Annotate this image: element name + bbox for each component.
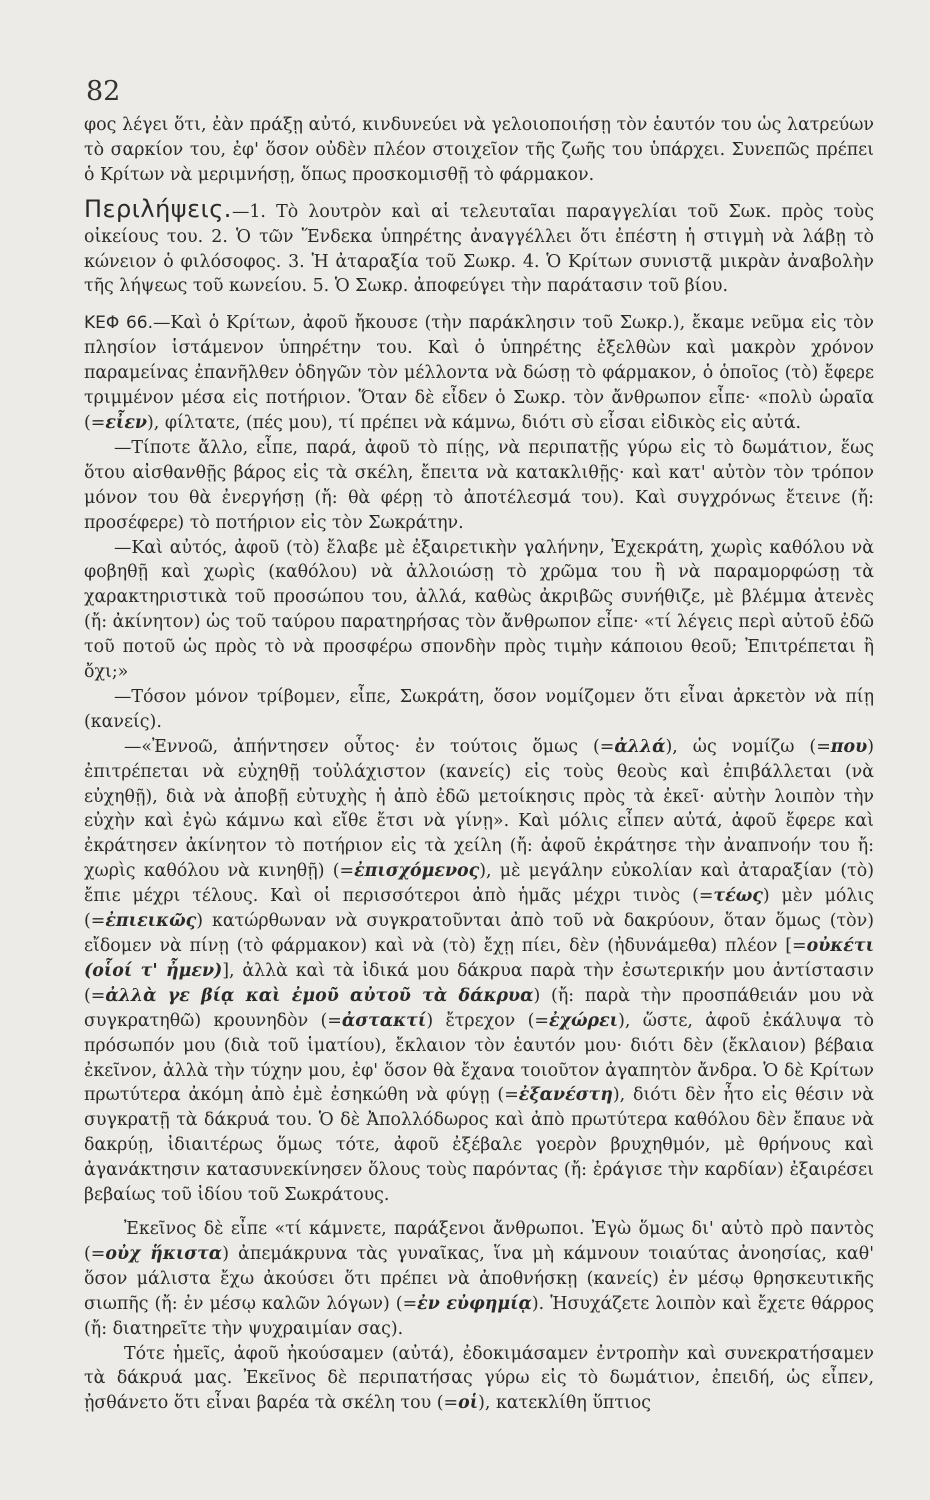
gloss: ἀστακτί	[341, 1010, 427, 1031]
dialogue-paragraph-7	[84, 1342, 874, 1417]
gloss: ἀλλὰ γε βίᾳ καὶ ἐμοῦ αὐτοῦ τὰ δάκρυα	[105, 985, 534, 1006]
gloss: οἱ	[458, 1393, 479, 1414]
text-segment: ) ἐπιτρέπεται νὰ εὐχηθῇ τοὐλάχιστον (κανείς) εἰς τοὺς θεοὺς καὶ ἐπιβάλλεται (νὰ εὐχηθῇ), διὰ νὰ ἀποβῇ εὐτυχὴς ἡ ἀπὸ ἐδῶ μετοίκησις πρὸς τὰ ἐκεῖ· αὐτὴν λοιπὸν τὴν εὐχὴν καὶ ἐγὼ κάμνω καὶ εἴθε ἔτσι νὰ γίνῃ». Καὶ μόλις εἶπεν αὐτά, ἀφοῦ ἔφερε καὶ ἐκράτησεν ἀκίνητον τὸ ποτήριον εἰς τὰ χείλη (ἤ: ἀφοῦ ἐκράτησε τὴν ἀναπνοήν του ἤ: χωρὶς καθόλου νὰ κινηθῇ) (=	[84, 736, 874, 882]
summary-paragraph	[84, 194, 874, 300]
text-segment: Ἐκεῖνος δὲ εἶπε «τί κάμνετε, παράξενοι ἄνθρωποι. Ἐγὼ ὅμως δι' αὐτὸ πρὸ παντὸς (=	[84, 1218, 874, 1264]
text-segment: ), μὲ μεγάλην εὐκολίαν καὶ ἀταραξίαν (τὸ) ἔπιε μέχρι τέλους. Καὶ οἱ περισσότεροι ἀπὸ ἡμᾶς μέχρι τινὸς (=	[84, 861, 874, 907]
summary-heading: Περιλήψεις.	[84, 194, 232, 223]
dialogue-paragraph-5	[84, 735, 874, 1208]
chapter-paragraph-1	[84, 311, 874, 436]
gloss: ἐχώρει	[548, 1010, 619, 1031]
dialogue-paragraph-3: —Καὶ αὐτός, ἀφοῦ (τὸ) ἔλαβε μὲ ἐξαιρετικὴν γαλήνην, Ἐχεκράτη, χωρὶς καθόλου νὰ φοβηθῇ καὶ χωρὶς (καθόλου) νὰ ἀλλοιώσῃ τὸ χρῶμα του ἢ νὰ παραμορφώσῃ τὰ χαρακτηριστικὰ τοῦ προσώπου του, ἀλλά, καθὼς ἀκριβῶς συνήθιζε, μὲ βλέμμα ἀτενὲς (ἤ: ἀκίνητον) ὡς τοῦ ταύρου παρατηρήσας τὸν ἄνθρωπον εἶπε· «τί λέγεις περὶ αὐτοῦ ἐδῶ τοῦ ποτοῦ ὡς πρὸς τὸ νὰ προσφέρω σπονδὴν πρὸς τιμὴν κάποιου θεοῦ; Ἐπιτρέπεται ἢ ὄχι;»	[84, 537, 874, 683]
text-segment: ) (ἤ: παρὰ τὴν προσπάθειάν μου νὰ συγκρατηθῶ) κρουνηδὸν (=	[84, 985, 874, 1031]
gloss: που	[830, 736, 868, 757]
text-segment: ), διότι δὲν ἦτο εἰς θέσιν νὰ συγκρατῇ τὰ δάκρυά του. Ὁ δὲ Ἀπολλόδωρος καὶ ἀπὸ πρωτύτερα καθόλου δὲν ἔπαυε νὰ δακρύῃ, ἰδιαιτέρως ὅμως τότε, ἀφοῦ ἐξέβαλε γοερὸν βρυχηθμόν, μὲ θρήνους καὶ ἀγανάκτησιν κατασυνεκίνησεν ὅλους τοὺς παρόντας (ἤ: ἐράγισε τὴν καρδίαν) ἐξαιρέσει βεβαίως τοῦ ἰδίου τοῦ Σωκράτους.	[84, 1085, 874, 1206]
gloss: εἶεν	[105, 412, 147, 433]
text-segment: ], ἀλλὰ καὶ τὰ ἰδικά μου δάκρυα παρὰ τὴν ἐσωτερικήν μου ἀντίστασιν (=	[84, 960, 874, 1006]
summary-text: —1. Τὸ λουτρὸν καὶ αἱ τελευταῖαι παραγγελίαι τοῦ Σωκ. πρὸς τοὺς οἰκείους του. 2. Ὁ τῶν Ἕνδεκα ὑπηρέτης ἀναγγέλλει ὅτι ἐπέστη ἡ στιγμὴ νὰ λάβῃ τὸ κώνειον ὁ φιλόσοφος. 3. Ἡ ἀταραξία τοῦ Σωκρ. 4. Ὁ Κρίτων συνιστᾷ μικρὰν ἀναβολὴν τῆς λήψεως τοῦ κωνείου. 5. Ὁ Σωκρ. ἀποφεύγει τὴν παράτασιν τοῦ βίου.	[84, 201, 874, 297]
gloss: ἐπιεικῶς	[105, 911, 197, 932]
text-segment: ), ὡς νομίζω (=	[665, 736, 831, 757]
text-segment: ) ἀπεμάκρυνα τὰς γυναῖκας, ἵνα μὴ κάμνουν τοιαύτας ἀνοησίας, καθ' ὅσον μάλιστα ἔχω ἀκούσει ὅτι πρέπει νὰ ἀποθνήσκῃ (κανείς) ἐν μέσῳ θρησκευτικῆς σιωπῆς (ἤ: ἐν μέσῳ καλῶν λόγων) (=	[84, 1243, 874, 1314]
gloss: ἀλλά	[614, 736, 666, 757]
gloss: τέως	[713, 886, 763, 907]
text-segment: ), κατεκλίθη ὕπτιος	[478, 1393, 651, 1414]
text-segment: —Καὶ ὁ Κρίτων, ἀφοῦ ἤκουσε (τὴν παράκλησιν τοῦ Σωκρ.), ἔκαμε νεῦμα εἰς τὸν πλησίον ἱστάμενον ὑπηρέτην του. Καὶ ὁ ὑπηρέτης ἐξελθὼν καὶ μακρὸν χρόνον παραμείνας ἐπανῆλθεν ὁδηγῶν τὸν μέλλοντα νὰ δώσῃ τὸ φάρμακον, ὁ ὁποῖος (τὸ) ἔφερε τριμμένον μέσα εἰς ποτήριον. Ὅταν δὲ εἶδεν ὁ Σωκρ. τὸν ἄνθρωπον εἶπε· «πολὺ ὡραῖα (=	[84, 313, 874, 433]
text-segment: ) κατώρθωναν νὰ συγκρατοῦνται ἀπὸ τοῦ νὰ δακρύουν, ὅταν ὅμως (τὸν) εἴδομεν νὰ πίνῃ (τὸ φάρμακον) καὶ νὰ (τὸ) ἔχῃ πίει, δὲν (ἠδυνάμεθα) πλέον [=	[84, 911, 874, 956]
gloss: οὐκέτι (οἷοί τ' ἦμεν)	[84, 936, 874, 981]
text-segment: ). Ἡσυχάζετε λοιπὸν καὶ ἔχετε θάρρος (ἤ: διατηρεῖτε τὴν ψυχραιμίαν σας).	[84, 1293, 874, 1339]
text-segment: ) ἔτρεχον (=	[426, 1010, 549, 1031]
text-segment: ) μὲν μόλις (=	[84, 886, 874, 932]
dialogue-paragraph-4: —Τόσον μόνον τρίβομεν, εἶπε, Σωκράτη, ὅσον νομίζομεν ὅτι εἶναι ἀρκετὸν νὰ πίῃ (κανείς).	[84, 686, 874, 732]
text-segment: ), φίλτατε, (πές μου), τί πρέπει νὰ κάμνω, διότι σὺ εἶσαι εἰδικὸς εἰς αὐτά.	[147, 412, 802, 433]
page-number: 82	[86, 76, 121, 107]
text-segment: ), ὥστε, ἀφοῦ ἐκάλυψα τὸ πρόσωπόν μου (διὰ τοῦ ἱματίου), ἔκλαιον τὸν ἑαυτόν μου· διότι δὲν (ἔκλαιον) βέβαια ἐκεῖνον, ἀλλὰ τὴν τύχην μου, ἐφ' ὅσον θὰ ἔχανα τοιοῦτον ἀγαπητὸν ἄνδρα. Ὁ δὲ Κρίτων πρωτύτερα ἀκόμη ἀπὸ ἐμὲ ἐσηκώθη νὰ φύγῃ (=	[84, 1010, 874, 1106]
dialogue-paragraph-2: —Τίποτε ἄλλο, εἶπε, παρά, ἀφοῦ τὸ πίῃς, νὰ περιπατῇς γύρω εἰς τὸ δωμάτιον, ἕως ὅτου αἰσθανθῇς βάρος εἰς τὰ σκέλη, ἔπειτα νὰ κατακλιθῇς· καὶ κατ' αὐτὸν τὸν τρόπον μόνον του θὰ ἐνεργήσῃ (ἤ: θὰ φέρῃ τὸ ἀποτέλεσμά του). Καὶ συγχρόνως ἔτεινε (ἤ: προσέφερε) τὸ ποτήριον εἰς τὸν Σωκράτην.	[84, 437, 874, 533]
gloss: ἐν εὐφημίᾳ	[417, 1293, 532, 1314]
chapter-label: ΚΕΦ 66.	[84, 313, 153, 334]
gloss: ἐξανέστη	[518, 1085, 613, 1106]
body-text	[84, 113, 874, 1416]
gloss: οὐχ ἥκιστα	[105, 1243, 223, 1264]
text-segment: Τότε ἡμεῖς, ἀφοῦ ἠκούσαμεν (αὐτά), ἐδοκιμάσαμεν ἐντροπὴν καὶ συνεκρατήσαμεν τὰ δάκρυά μας. Ἐκεῖνος δὲ περιπατήσας γύρω εἰς τὸ δωμάτιον, ἐπειδή, ὡς εἶπεν, ᾐσθάνετο ὅτι εἶναι βαρέα τὰ σκέλη του (=	[84, 1343, 874, 1414]
gloss: ἐπισχόμενος	[354, 861, 480, 882]
text-segment: —«Ἐννοῶ, ἀπήντησεν οὗτος· ἐν τούτοις ὅμως (=	[124, 736, 615, 757]
intro-paragraph: φος λέγει ὅτι, ἐὰν πράξῃ αὐτό, κινδυνεύει νὰ γελοιοποιήσῃ τὸν ἑαυτόν του ὡς λατρεύων τὸ σαρκίον του, ἐφ' ὅσον οὐδὲν πλέον στοιχεῖον τῆς ζωῆς του ὑπάρχει. Συνεπῶς πρέπει ὁ Κρίτων νὰ μεριμνήσῃ, ὅπως προσκομισθῇ τὸ φάρμακον.	[84, 115, 874, 185]
dialogue-paragraph-6	[84, 1217, 874, 1342]
